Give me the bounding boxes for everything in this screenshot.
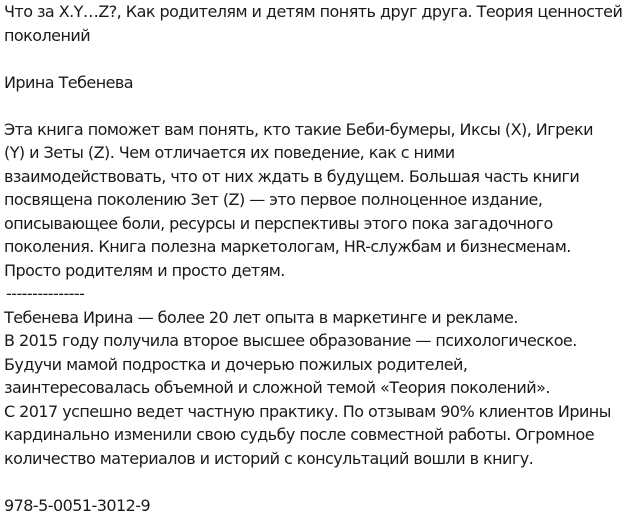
bio-line: Тебенева Ирина — более 20 лет опыта в маркетинге и рекламе. [4,306,628,330]
bio-line: В 2015 году получила второе высшее образование — психологическое. [4,329,628,353]
annotation-line: взаимодействовать, что от них ждать в будущем. Большая часть книги [4,165,628,189]
isbn: 978-5-0051-3012-9 [4,494,628,517]
annotation-line: описывающее боли, ресурсы и перспективы этого пока загадочного [4,212,628,236]
section-separator: --------------- [4,282,628,306]
annotation-line: поколения. Книга полезна маркетологам, HR-службам и бизнесменам. [4,235,628,259]
book-annotation [4,118,628,283]
bio-line: Будучи мамой подростка и дочерью пожилых родителей, [4,353,628,377]
book-author: Ирина Тебенева [4,71,628,95]
book-title-line: Что за X.Y…Z?, Как родителям и детям понять друг друга. Теория ценностей [4,0,628,24]
bio-line: заинтересовалась объемной и сложной темой «Теория поколений». [4,376,628,400]
book-description-document [4,0,628,517]
bio-line: С 2017 успешно ведет частную практику. По отзывам 90% клиентов Ирины [4,400,628,424]
annotation-line: Эта книга поможет вам понять, кто такие Беби-бумеры, Иксы (X), Игреки [4,118,628,142]
annotation-line: (Y) и Зеты (Z). Чем отличается их поведение, как с ними [4,141,628,165]
annotation-line: Просто родителям и просто детям. [4,259,628,283]
author-bio [4,306,628,471]
bio-line: количество материалов и историй с консультаций вошли в книгу. [4,447,628,471]
bio-line: кардинально изменили свою судьбу после совместной работы. Огромное [4,423,628,447]
annotation-line: посвящена поколению Зет (Z) — это первое полноценное издание, [4,188,628,212]
book-title-line: поколений [4,24,628,48]
book-title [4,0,628,47]
